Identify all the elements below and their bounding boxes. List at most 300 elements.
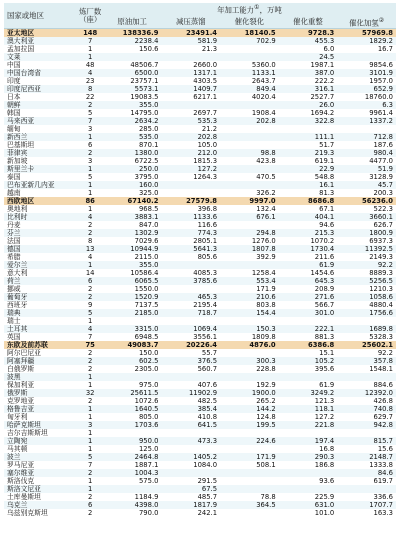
vacuum-distillation-cell: 385.4: [161, 405, 220, 413]
crude-processing-cell: 355.0: [103, 101, 162, 109]
refinery-count-cell: 1: [88, 381, 93, 389]
hydrotreating-cell: 619.7: [373, 477, 393, 485]
catalytic-cracking-header: 催化裂化: [220, 16, 279, 29]
crude-processing-cell: 6065.5: [103, 277, 162, 285]
hydrotreating-cell: [337, 53, 396, 61]
catalytic-reforming-cell: 6.0: [323, 45, 335, 53]
refinery-count-cell: 1: [78, 373, 103, 381]
vacuum-distillation-cell: [161, 445, 220, 453]
catalytic-reforming-cell: 9728.3: [279, 29, 338, 38]
vacuum-distillation-cell: 105.0: [197, 141, 218, 149]
crude-processing-cell: 575.0: [138, 477, 159, 485]
crude-processing-cell: 1380.0: [103, 149, 162, 157]
crude-processing-cell: [103, 485, 162, 493]
hydrotreating-cell: 1829.2: [337, 37, 396, 45]
country-name-cell: 土耳其: [4, 325, 78, 333]
catalytic-reforming-cell: 24.5: [279, 53, 338, 61]
catalytic-reforming-cell: 101.0: [314, 509, 335, 517]
refinery-count-unit: （座）: [79, 14, 102, 24]
country-name-cell: 保加利亚: [7, 381, 35, 389]
table-row: [4, 397, 396, 405]
refinery-count-cell: 13: [78, 245, 103, 253]
table-row: [4, 405, 396, 413]
country-name-cell: 泰国: [7, 173, 21, 181]
table-row: [4, 437, 396, 445]
refinery-count-cell: 1: [78, 261, 103, 269]
hydrotreating-cell: [337, 317, 396, 325]
catalytic-cracking-cell: [220, 373, 279, 381]
catalytic-cracking-cell: 1809.8: [251, 333, 276, 341]
hydrotreating-cell: 18760.0: [364, 93, 393, 101]
refinery-count-cell: 1: [78, 53, 103, 61]
crude-processing-cell: 3883.1: [103, 213, 162, 221]
country-name-cell: 荷兰: [4, 277, 78, 285]
table-row: [4, 413, 396, 421]
country-name-cell: 比利时: [4, 213, 78, 221]
crude-processing-cell: 48506.7: [130, 61, 159, 69]
table-row: [4, 373, 396, 381]
vacuum-distillation-cell: 2195.4: [193, 301, 218, 309]
crude-processing-cell: 160.0: [103, 181, 162, 189]
refinery-count-cell: 23: [85, 77, 95, 85]
crude-processing-cell: 6948.5: [134, 333, 159, 341]
hydrotreating-cell: 6.3: [337, 101, 396, 109]
vacuum-distillation-header: 减压蒸馏: [161, 16, 220, 29]
region-name-cell: 东欧及前苏联: [4, 341, 78, 349]
country-name-cell: 瑞典: [4, 309, 78, 317]
catalytic-cracking-cell: 154.4: [220, 309, 279, 317]
hydrotreating-cell: 740.8: [337, 405, 396, 413]
refinery-count-cell: 3: [88, 125, 93, 133]
crude-processing-cell: 790.0: [138, 509, 159, 517]
table-row: [4, 37, 396, 45]
table-row: [4, 317, 396, 325]
catalytic-cracking-cell: [220, 53, 279, 61]
table-row: [4, 445, 396, 453]
hydrotreating-cell: 522.3: [373, 205, 393, 213]
hydrotreating-cell: 712.8: [337, 133, 396, 141]
table-row: [4, 261, 396, 269]
vacuum-distillation-cell: 485.7: [197, 493, 218, 501]
hydrotreating-cell: 1210.3: [369, 285, 393, 293]
catalytic-cracking-cell: 300.3: [220, 357, 279, 365]
country-name-cell: 立陶宛: [4, 437, 78, 445]
catalytic-cracking-cell: 1276.0: [251, 237, 276, 245]
country-name-cell: 印度尼西亚: [4, 85, 78, 93]
catalytic-reforming-cell: 61.9: [279, 261, 338, 269]
crude-processing-cell: 1703.6: [103, 421, 162, 429]
vacuum-distillation-cell: 23491.4: [161, 29, 220, 38]
refinery-count-cell: 8: [78, 85, 103, 93]
hydrotreating-cell: 942.8: [337, 421, 396, 429]
table-row: [4, 181, 396, 189]
catalytic-reforming-cell: 2527.7: [310, 93, 335, 101]
catalytic-reforming-cell: 127.2: [314, 413, 335, 421]
region-name-cell: 亚太地区: [4, 29, 78, 38]
country-name-cell: 文莱: [4, 53, 78, 61]
vacuum-distillation-cell: 20226.4: [161, 341, 220, 349]
catalytic-reforming-header: 催化重整: [279, 16, 338, 29]
country-name-cell: 中国: [7, 61, 21, 69]
hydrotreating-footnote-mark: ②: [378, 16, 385, 24]
refinery-count-label: 炼厂数: [79, 6, 102, 16]
crude-processing-cell: 1302.9: [103, 229, 162, 237]
refinery-count-cell: 22: [85, 93, 95, 101]
refinery-count-cell: 4: [88, 253, 93, 261]
table-row: [4, 389, 396, 397]
vacuum-distillation-cell: 291.5: [197, 477, 218, 485]
refinery-count-cell: 7: [78, 117, 103, 125]
vacuum-distillation-cell: [161, 181, 220, 189]
hydrotreating-cell: 3660.1: [337, 213, 396, 221]
refinery-count-cell: 1: [88, 45, 93, 53]
hydrotreating-cell: 1957.0: [369, 77, 393, 85]
table-row: [4, 165, 396, 173]
hydrotreating-cell: 336.6: [373, 493, 393, 501]
table-row: [4, 213, 396, 221]
country-name-cell: 葡萄牙: [4, 293, 78, 301]
hydrotreating-cell: 12392.0: [337, 389, 396, 397]
catalytic-reforming-cell: 455.3: [279, 37, 338, 45]
catalytic-cracking-cell: 1807.8: [220, 245, 279, 253]
hydrotreating-cell: 626.7: [373, 221, 393, 229]
hydrotreating-cell: 6937.3: [369, 237, 393, 245]
refinery-count-cell: 1: [88, 429, 93, 437]
vacuum-distillation-cell: 67.5: [161, 485, 220, 493]
vacuum-distillation-cell: 212.0: [161, 149, 220, 157]
crude-processing-cell: 67140.2: [103, 197, 162, 205]
crude-processing-cell: 1550.0: [134, 285, 159, 293]
vacuum-distillation-cell: 21.2: [201, 125, 218, 133]
catalytic-cracking-cell: [220, 141, 279, 149]
refinery-count-cell: 2: [88, 221, 93, 229]
annual-capacity-unit: ，万吨: [259, 5, 282, 15]
catalytic-cracking-cell: [220, 181, 279, 189]
crude-processing-cell: [103, 373, 162, 381]
catalytic-reforming-cell: 1454.6: [310, 269, 335, 277]
catalytic-cracking-cell: 4020.4: [251, 93, 276, 101]
vacuum-distillation-cell: 127.2: [161, 165, 220, 173]
table-row: [4, 421, 396, 429]
refinery-count-cell: 2: [78, 469, 103, 477]
region-name-cell: 西欧地区: [4, 197, 78, 205]
crude-processing-header: 原油加工: [103, 16, 162, 29]
table-row: [4, 285, 396, 293]
table-row: [4, 333, 396, 341]
refinery-count-cell: 2: [78, 101, 103, 109]
crude-processing-cell: 2464.8: [103, 453, 162, 461]
catalytic-cracking-cell: 553.4: [220, 277, 279, 285]
table-row: [4, 173, 396, 181]
refinery-count-cell: 2: [88, 349, 93, 357]
hydrotreating-cell: 980.4: [337, 149, 396, 157]
hydrotreating-cell: [337, 485, 396, 493]
refinery-count-cell: 2: [78, 149, 103, 157]
crude-processing-cell: 10586.4: [130, 269, 159, 277]
refinery-count-cell: 7: [88, 333, 93, 341]
country-name-cell: 吉尔吉斯斯坦: [7, 429, 48, 437]
country-name-cell: 巴布亚新几内亚: [4, 181, 78, 189]
catalytic-cracking-cell: [220, 221, 279, 229]
table-row: [4, 325, 396, 333]
crude-processing-cell: [103, 429, 162, 437]
refinery-count-cell: 75: [78, 341, 103, 349]
vacuum-distillation-cell: 242.1: [197, 509, 218, 517]
table-row: [4, 69, 396, 77]
catalytic-cracking-cell: 150.3: [220, 325, 279, 333]
vacuum-distillation-cell: [161, 261, 220, 269]
table-row: [4, 221, 396, 229]
hydrotreating-cell: 2149.3: [369, 253, 393, 261]
catalytic-reforming-cell: 211.6: [314, 253, 335, 261]
table-row: [4, 469, 396, 477]
catalytic-cracking-cell: [220, 485, 279, 493]
catalytic-reforming-cell: 3249.2: [279, 389, 338, 397]
country-name-cell: 法国: [7, 237, 21, 245]
catalytic-cracking-cell: 1908.4: [251, 109, 276, 117]
vacuum-distillation-cell: 1264.3: [193, 173, 218, 181]
refinery-count-cell: 148: [78, 29, 103, 38]
vacuum-distillation-cell: 535.3: [161, 117, 220, 125]
hydrotreating-cell: 3128.9: [369, 173, 393, 181]
table-row: [4, 237, 396, 245]
catalytic-cracking-cell: [220, 429, 279, 437]
hydrotreating-cell: 1333.8: [369, 461, 393, 469]
refinery-count-cell: 2: [78, 293, 103, 301]
crude-processing-cell: 19083.5: [130, 93, 159, 101]
catalytic-reforming-cell: 566.7: [314, 301, 335, 309]
catalytic-cracking-cell: [220, 317, 279, 325]
country-name-cell: 英国: [7, 333, 21, 341]
table-row: [4, 357, 396, 365]
hydrotreating-cell: 357.8: [337, 357, 396, 365]
catalytic-reforming-cell: 208.9: [314, 285, 335, 293]
refinery-count-cell: 5: [78, 453, 103, 461]
country-name-cell: 瑞士: [7, 317, 21, 325]
hydrotreating-cell: [337, 429, 396, 437]
table-row: [4, 293, 396, 301]
catalytic-reforming-cell: 222.1: [279, 325, 338, 333]
hydrotreating-cell: 1337.2: [337, 117, 396, 125]
vacuum-distillation-cell: [161, 429, 220, 437]
country-name-cell: 德国: [4, 245, 78, 253]
catalytic-reforming-cell: [279, 485, 338, 493]
hydrotreating-cell: 9961.4: [369, 109, 393, 117]
crude-processing-cell: 2185.0: [103, 309, 162, 317]
catalytic-reforming-cell: 118.1: [279, 405, 338, 413]
hydrotreating-header: [337, 16, 396, 29]
catalytic-cracking-cell: 702.9: [220, 37, 279, 45]
crude-processing-cell: 602.5: [103, 357, 162, 365]
vacuum-distillation-cell: 641.5: [161, 421, 220, 429]
catalytic-cracking-cell: 1133.1: [220, 69, 279, 77]
table-row: [4, 309, 396, 317]
country-name-cell: 菲律宾: [4, 149, 78, 157]
refinery-count-cell: 1: [88, 445, 93, 453]
crude-processing-cell: 1887.1: [134, 461, 159, 469]
hydrotreating-cell: 1800.9: [337, 229, 396, 237]
refinery-count-cell: 7: [88, 461, 93, 469]
table-row: [4, 189, 396, 197]
catalytic-cracking-cell: 392.9: [256, 253, 276, 261]
catalytic-reforming-cell: 67.1: [319, 205, 335, 213]
vacuum-distillation-cell: 1084.0: [193, 461, 218, 469]
table-row: [4, 85, 396, 93]
country-name-cell: 奥地利: [7, 205, 28, 213]
country-name-cell: 巴基斯坦: [7, 141, 35, 149]
crude-processing-cell: 7137.5: [134, 301, 159, 309]
country-name-cell: 乌克兰: [4, 501, 78, 509]
table-row: [4, 509, 396, 517]
catalytic-reforming-cell: 404.1: [279, 213, 338, 221]
hydrotreating-cell: 4477.0: [369, 157, 393, 165]
refinery-count-cell: 1: [88, 413, 93, 421]
country-name-cell: 匈牙利: [7, 413, 28, 421]
vacuum-distillation-cell: 1069.4: [161, 325, 220, 333]
country-name-cell: 斯洛文尼亚: [4, 485, 78, 493]
refinery-count-cell: 1: [78, 165, 103, 173]
catalytic-cracking-cell: 224.6: [220, 437, 279, 445]
country-name-cell: 克罗地亚: [7, 397, 35, 405]
crude-processing-cell: 1640.5: [103, 405, 162, 413]
vacuum-distillation-cell: 805.6: [197, 253, 218, 261]
catalytic-cracking-cell: 423.8: [256, 157, 276, 165]
vacuum-distillation-cell: 3785.6: [161, 277, 220, 285]
vacuum-distillation-cell: 410.8: [197, 413, 218, 421]
catalytic-reforming-cell: 316.1: [279, 85, 338, 93]
hydrotreating-cell: 51.9: [337, 165, 396, 173]
table-row: [4, 277, 396, 285]
crude-processing-cell: 150.0: [138, 349, 159, 357]
vacuum-distillation-cell: 482.5: [197, 397, 218, 405]
country-name-cell: 挪威: [7, 285, 21, 293]
crude-processing-cell: 49083.7: [103, 341, 162, 349]
refinery-count-cell: 1: [78, 133, 103, 141]
refinery-count-cell: 48: [85, 61, 95, 69]
crude-processing-cell: 6722.5: [134, 157, 159, 165]
country-name-cell: 朝鲜: [4, 101, 78, 109]
country-name-cell: 西班牙: [7, 301, 28, 309]
crude-processing-cell: 2238.4: [103, 37, 162, 45]
catalytic-reforming-cell: 6386.8: [279, 341, 338, 349]
catalytic-cracking-cell: 364.5: [220, 501, 279, 509]
hydrotreating-label: 催化加氢: [349, 18, 379, 28]
catalytic-cracking-cell: 849.4: [220, 85, 279, 93]
hydrotreating-cell: 652.9: [337, 85, 396, 93]
vacuum-distillation-cell: 376.5: [161, 357, 220, 365]
catalytic-reforming-cell: 222.2: [314, 77, 335, 85]
hydrotreating-cell: 11392.5: [337, 245, 396, 253]
vacuum-distillation-cell: 202.8: [161, 133, 220, 141]
hydrotreating-cell: 4880.4: [369, 301, 393, 309]
refinery-count-cell: 1: [78, 181, 103, 189]
crude-processing-cell: 325.0: [138, 189, 159, 197]
country-name-cell: 缅甸: [7, 125, 21, 133]
catalytic-reforming-cell: 290.3: [279, 453, 338, 461]
crude-processing-cell: 23757.1: [130, 77, 159, 85]
crude-processing-cell: 250.0: [103, 165, 162, 173]
hydrotreating-cell: 57969.8: [337, 29, 396, 38]
vacuum-distillation-cell: 718.7: [161, 309, 220, 317]
catalytic-reforming-cell: 61.9: [319, 381, 335, 389]
table-row: [4, 109, 396, 117]
refinery-count-cell: 3: [88, 157, 93, 165]
catalytic-reforming-cell: 121.3: [314, 397, 335, 405]
vacuum-distillation-cell: 1817.9: [161, 501, 220, 509]
crude-processing-cell: 2115.0: [134, 253, 159, 261]
refinery-count-cell: 2: [88, 285, 93, 293]
country-name-cell: 日本: [7, 93, 21, 101]
country-name-cell: 波兰: [4, 453, 78, 461]
country-name-cell: 印度: [7, 77, 21, 85]
catalytic-reforming-cell: 16.1: [279, 181, 338, 189]
hydrotreating-cell: 3101.9: [337, 69, 396, 77]
crude-processing-cell: 968.5: [138, 205, 159, 213]
hydrotreating-cell: 1058.6: [337, 293, 396, 301]
refinery-count-cell: 3: [78, 421, 103, 429]
vacuum-distillation-cell: 473.3: [161, 437, 220, 445]
refinery-count-cell: 1: [88, 205, 93, 213]
annual-capacity-label: 年加工能力: [217, 5, 255, 15]
hydrotreating-cell: 15.6: [377, 445, 393, 453]
table-row: [4, 501, 396, 509]
catalytic-cracking-cell: 210.6: [220, 293, 279, 301]
country-name-cell: 白俄罗斯: [7, 365, 35, 373]
catalytic-cracking-cell: 2643.7: [251, 77, 276, 85]
hydrotreating-cell: 5256.5: [337, 277, 396, 285]
region-column-header: 国家或地区: [4, 3, 78, 29]
catalytic-cracking-cell: 265.2: [256, 397, 276, 405]
crude-processing-cell: 975.0: [138, 381, 159, 389]
refinery-count-cell: 5: [88, 173, 93, 181]
vacuum-distillation-cell: [161, 101, 220, 109]
country-name-cell: 罗马尼亚: [7, 461, 35, 469]
hydrotreating-cell: 84.6: [337, 469, 396, 477]
crude-processing-cell: 10944.9: [103, 245, 162, 253]
refinery-capacity-table: [4, 3, 396, 517]
catalytic-cracking-cell: 171.9: [220, 453, 279, 461]
crude-processing-cell: 3795.0: [134, 173, 159, 181]
refinery-count-cell: 1: [78, 437, 103, 445]
crude-processing-cell: 4398.0: [103, 501, 162, 509]
table-row: [4, 269, 396, 277]
capacity-footnote-mark: ①: [254, 4, 260, 12]
catalytic-cracking-cell: 508.1: [256, 461, 276, 469]
catalytic-reforming-cell: 94.6: [319, 221, 335, 229]
table-body: [4, 29, 396, 518]
vacuum-distillation-cell: [161, 373, 220, 381]
catalytic-reforming-cell: 322.8: [279, 117, 338, 125]
country-name-cell: 意大利: [7, 269, 28, 277]
table-row: [4, 133, 396, 141]
hydrotreating-cell: 92.2: [337, 261, 396, 269]
table-row: [4, 477, 396, 485]
crude-processing-cell: 3315.0: [103, 325, 162, 333]
catalytic-cracking-cell: 1900.0: [220, 389, 279, 397]
catalytic-cracking-cell: 803.8: [256, 301, 276, 309]
refinery-count-cell: 2: [88, 397, 93, 405]
refinery-count-cell: 2: [88, 509, 93, 517]
catalytic-cracking-cell: 171.9: [256, 285, 276, 293]
refinery-count-cell: 1: [88, 477, 93, 485]
vacuum-distillation-cell: 4085.3: [193, 269, 218, 277]
table-row: [4, 77, 396, 85]
refinery-count-cell: 32: [78, 389, 103, 397]
catalytic-reforming-cell: 1070.2: [310, 237, 335, 245]
catalytic-reforming-cell: 225.9: [314, 493, 335, 501]
vacuum-distillation-cell: 1815.3: [193, 157, 218, 165]
crude-processing-cell: 1520.9: [103, 293, 162, 301]
